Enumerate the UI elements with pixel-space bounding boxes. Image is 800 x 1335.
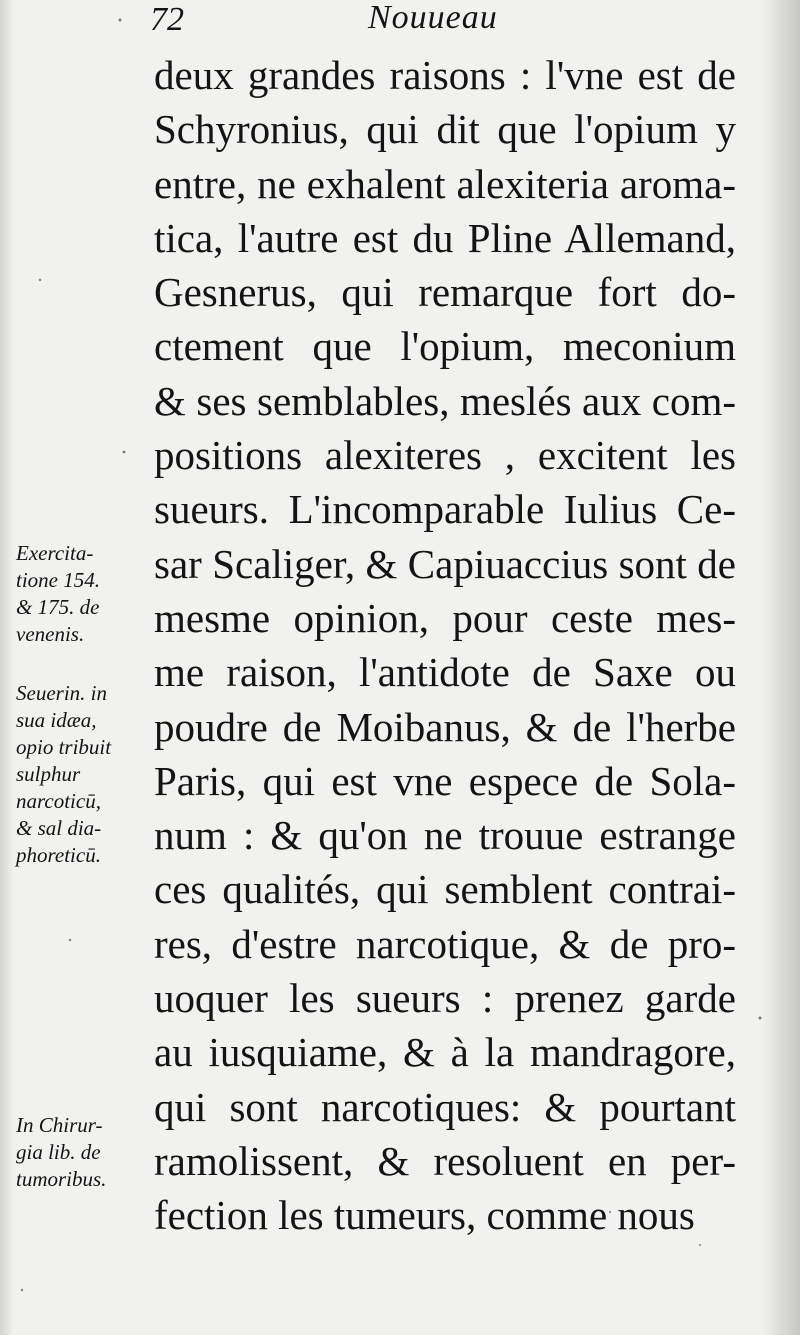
margin-note-line: opio tribuit	[16, 735, 112, 759]
margin-note-seuerin	[16, 680, 148, 869]
margin-note-line: tumoribus.	[16, 1167, 107, 1191]
running-title: Nouueau	[368, 0, 498, 36]
margin-note-exercitatione	[16, 540, 148, 648]
body-line: tica, l'autre est du Pline Allemand,	[154, 214, 736, 261]
body-line: au iusquiame, & à la mandragore,	[154, 1029, 736, 1076]
body-line: sar Scaliger, & Capiuaccius sont de	[154, 540, 736, 587]
body-line: ces qualités, qui semblent contrai-	[154, 866, 736, 913]
margin-note-line: venenis.	[16, 622, 85, 646]
body-line: res, d'estre narcotique, & de pro-	[154, 920, 736, 967]
margin-note-line: & sal dia-	[16, 816, 102, 840]
body-line: entre, ne exhalent alexiteria aroma-	[154, 160, 736, 207]
margin-note-chirurgia	[16, 1112, 148, 1193]
body-line: deux grandes raisons : l'vne est de	[154, 52, 736, 98]
body-line: poudre de Moibanus, & de l'herbe	[154, 703, 736, 750]
page-number: 72	[150, 1, 184, 38]
margin-note-line: sulphur	[16, 762, 81, 786]
margin-note-line: sua idæa,	[16, 708, 97, 732]
margin-note-line: tione 154.	[16, 568, 100, 592]
body-text	[154, 48, 736, 1243]
body-line: me raison, l'antidote de Saxe ou	[154, 649, 736, 696]
margin-note-line: phoreticū.	[16, 843, 101, 867]
body-line: mesme opinion, pour ceste mes-	[154, 594, 736, 641]
body-line: uoquer les sueurs : prenez garde	[154, 975, 736, 1022]
body-line: Paris, qui est vne espece de Sola-	[154, 757, 736, 804]
body-line: sueurs. L'incomparable Iulius Ce-	[154, 486, 736, 533]
margin-note-line: Exercita-	[16, 541, 94, 565]
body-line: qui sont narcotiques: & pourtant	[154, 1083, 736, 1130]
body-line: & ses semblables, meslés aux com-	[154, 377, 736, 424]
body-line: ctement que l'opium, meconium	[154, 323, 736, 370]
body-line: positions alexiteres , excitent les	[154, 432, 736, 479]
margin-note-line: Seuerin. in	[16, 681, 107, 705]
body-line: Gesnerus, qui remarque fort do-	[154, 269, 736, 316]
margin-note-line: gia lib. de	[16, 1140, 101, 1164]
body-line: fection les tumeurs, comme nous	[154, 1192, 695, 1239]
body-line: ramolissent, & resoluent en per-	[154, 1137, 736, 1184]
margin-note-line: & 175. de	[16, 595, 100, 619]
margin-note-line: narcoticū,	[16, 789, 101, 813]
margin-note-line: In Chirur-	[16, 1113, 103, 1137]
body-line: num : & qu'on ne trouue estrange	[154, 812, 736, 859]
page-header	[150, 0, 710, 48]
body-line: Schyronius, qui dit que l'opium y	[154, 106, 736, 153]
